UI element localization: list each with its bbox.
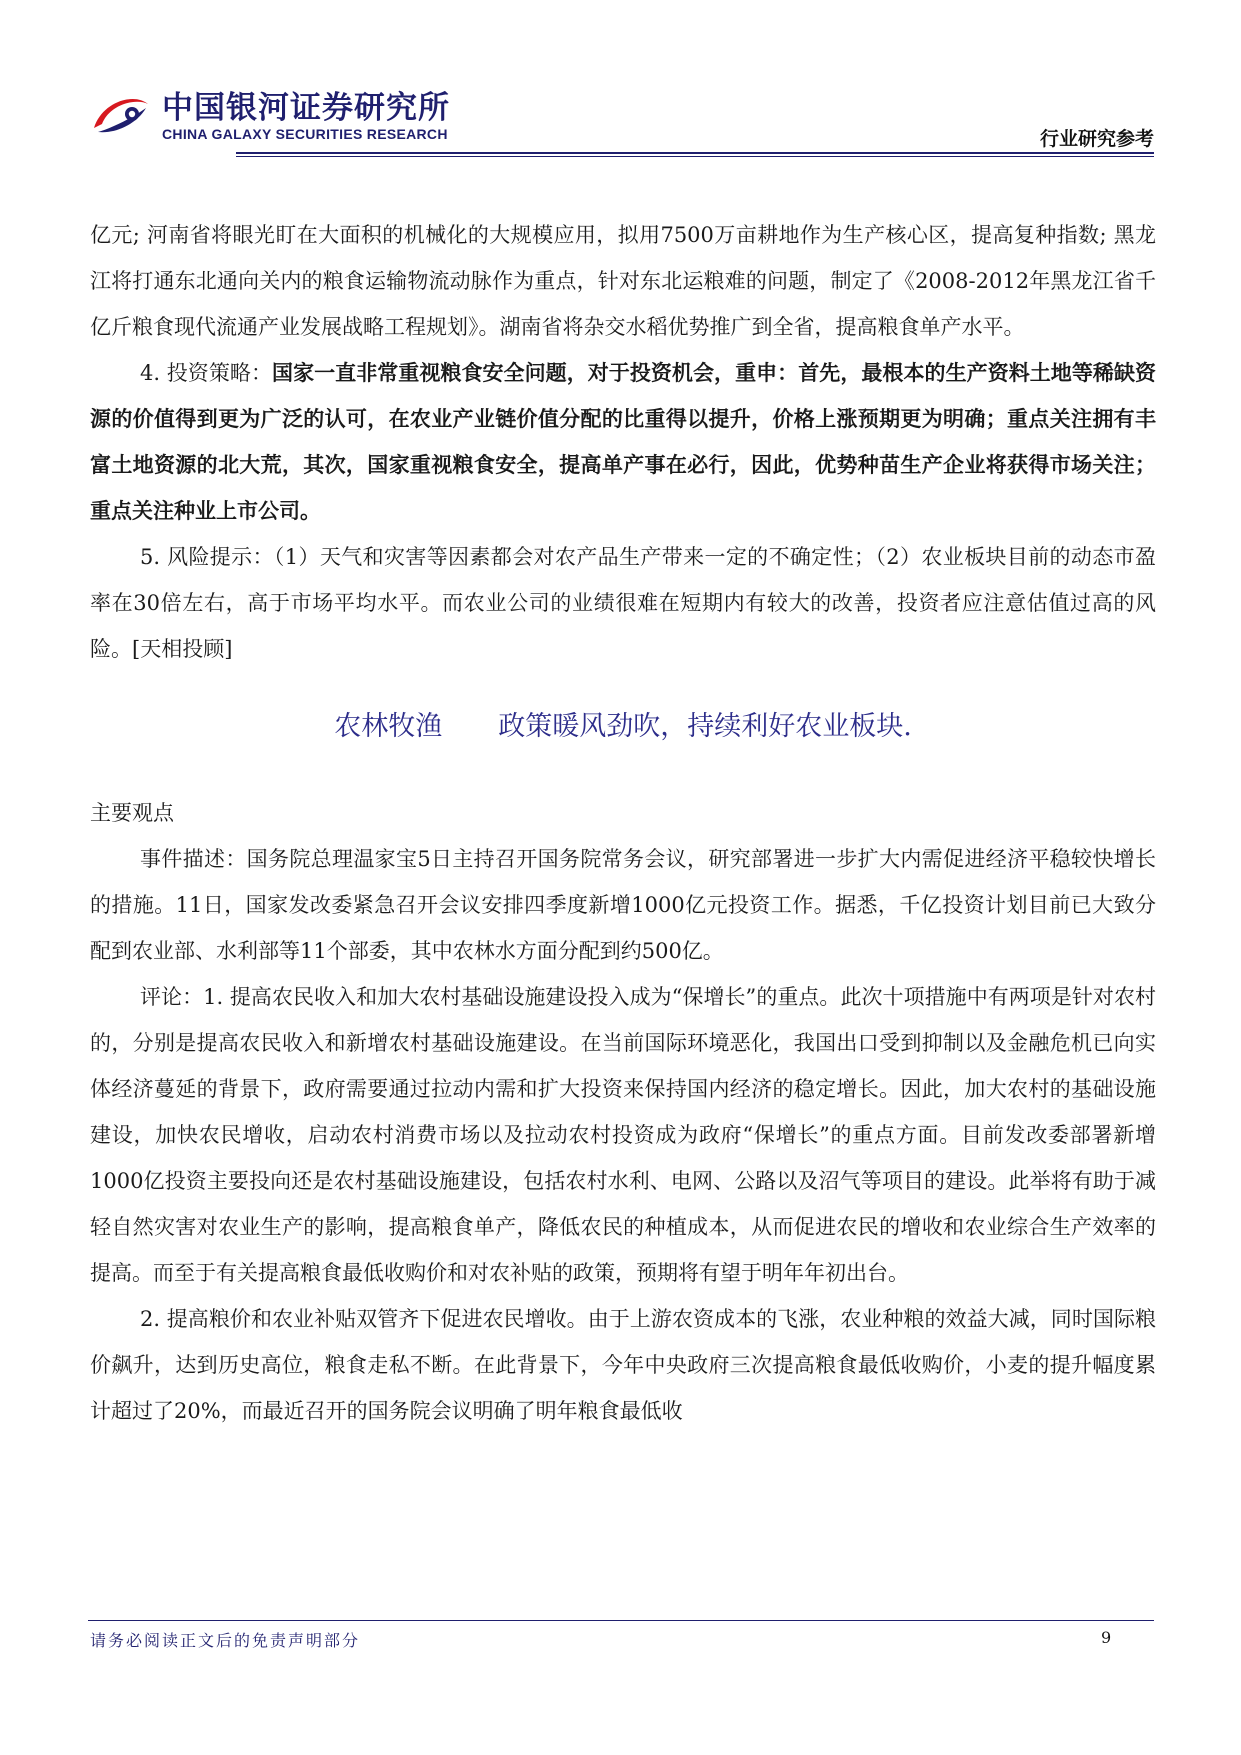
header-divider-thin xyxy=(236,156,1154,157)
paragraph-investment-strategy xyxy=(90,350,1156,534)
paragraph-risk-warning: 5. 风险提示：（1）天气和灾害等因素都会对农产品生产带来一定的不确定性；（2）农业板块目前的动态市盈率在30倍左右，高于市场平均水平。而农业公司的业绩很难在短期内有较大的改善，投资者应注意估值过高的风险。[天相投顾] xyxy=(90,545,1156,661)
paragraph-provinces: 亿元; 河南省将眼光盯在大面积的机械化的大规模应用，拟用7500万亩耕地作为生产核心区，提高复种指数; 黑龙江将打通东北通向关内的粮食运输物流动脉作为重点，针对东北运粮难的问题，制定了《2008-2012年黑龙江省千亿斤粮食现代流通产业发展战略工程规划》。湖南省将杂交水稻优势推广到全省，提高粮食单产水平。 xyxy=(90,223,1156,339)
section-title-headline: 政策暖风劲吹，持续利好农业板块. xyxy=(498,711,912,742)
paragraph-comment-1: 评论：1. 提高农民收入和加大农村基础设施建设投入成为“保增长”的重点。此次十项措施中有两项是针对农村的，分别是提高农民收入和新增农村基础设施建设。在当前国际环境恶化，我国出口受到抑制以及金融危机已向实体经济蔓延的背景下，政府需要通过拉动内需和扩大投资来保持国内经济的稳定增长。因此，加大农村的基础设施建设，加快农民增收，启动农村消费市场以及拉动农村投资成为政府“保增长”的重点方面。目前发改委部署新增1000亿投资主要投向还是农村基础设施建设，包括农村水利、电网、公路以及沼气等项目的建设。此举将有助于减轻自然灾害对农业生产的影响，提高粮食单产，降低农民的种植成本，从而促进农民的增收和农业综合生产效率的提高。而至于有关提高粮食最低收购价和对农补贴的政策，预期将有望于明年年初出台。 xyxy=(90,985,1156,1285)
logo-english-name: CHINA GALAXY SECURITIES RESEARCH xyxy=(162,126,448,142)
logo-chinese-name: 中国银河证券研究所 xyxy=(162,90,450,126)
document-type-label: 行业研究参考 xyxy=(1039,128,1154,150)
section-title-sector: 农林牧渔 xyxy=(334,711,443,742)
footer-divider xyxy=(88,1620,1154,1621)
paragraph-event-description: 事件描述：国务院总理温家宝5日主持召开国务院常务会议，研究部署进一步扩大内需促进经济平稳较快增长的措施。11日，国家发改委紧急召开会议安排四季度新增1000亿元投资工作。据悉，千亿投资计划目前已大致分配到农业部、水利部等11个部委，其中农林水方面分配到约500亿。 xyxy=(90,847,1156,963)
section-title xyxy=(90,704,1156,750)
galaxy-swoosh-icon xyxy=(88,88,154,140)
paragraph-comment-2: 2. 提高粮价和农业补贴双管齐下促进农民增收。由于上游农资成本的飞涨，农业种粮的效益大减，同时国际粮价飙升，达到历史高位，粮食走私不断。在此背景下，今年中央政府三次提高粮食最低收购价，小麦的提升幅度累计超过了20%，而最近召开的国务院会议明确了明年粮食最低收 xyxy=(90,1307,1156,1423)
page-header xyxy=(88,70,1154,156)
sub-heading-main-points: 主要观点 xyxy=(90,801,174,825)
investment-strategy-label: 4. 投资策略： xyxy=(140,361,273,385)
main-content xyxy=(90,212,1156,1434)
footer-disclaimer: 请务必阅读正文后的免责声明部分 xyxy=(90,1631,361,1650)
page-number: 9 xyxy=(1101,1628,1112,1647)
investment-strategy-text: 国家一直非常重视粮食安全问题，对于投资机会，重申：首先，最根本的生产资料土地等稀缺资源的价值得到更为广泛的认可，在农业产业链价值分配的比重得以提升，价格上涨预期更为明确；重点关注拥有丰富土地资源的北大荒，其次，国家重视粮食安全，提高单产事在必行，因此，优势种苗生产企业将获得市场关注；重点关注种业上市公司。 xyxy=(90,360,1157,523)
header-divider xyxy=(236,152,1154,154)
